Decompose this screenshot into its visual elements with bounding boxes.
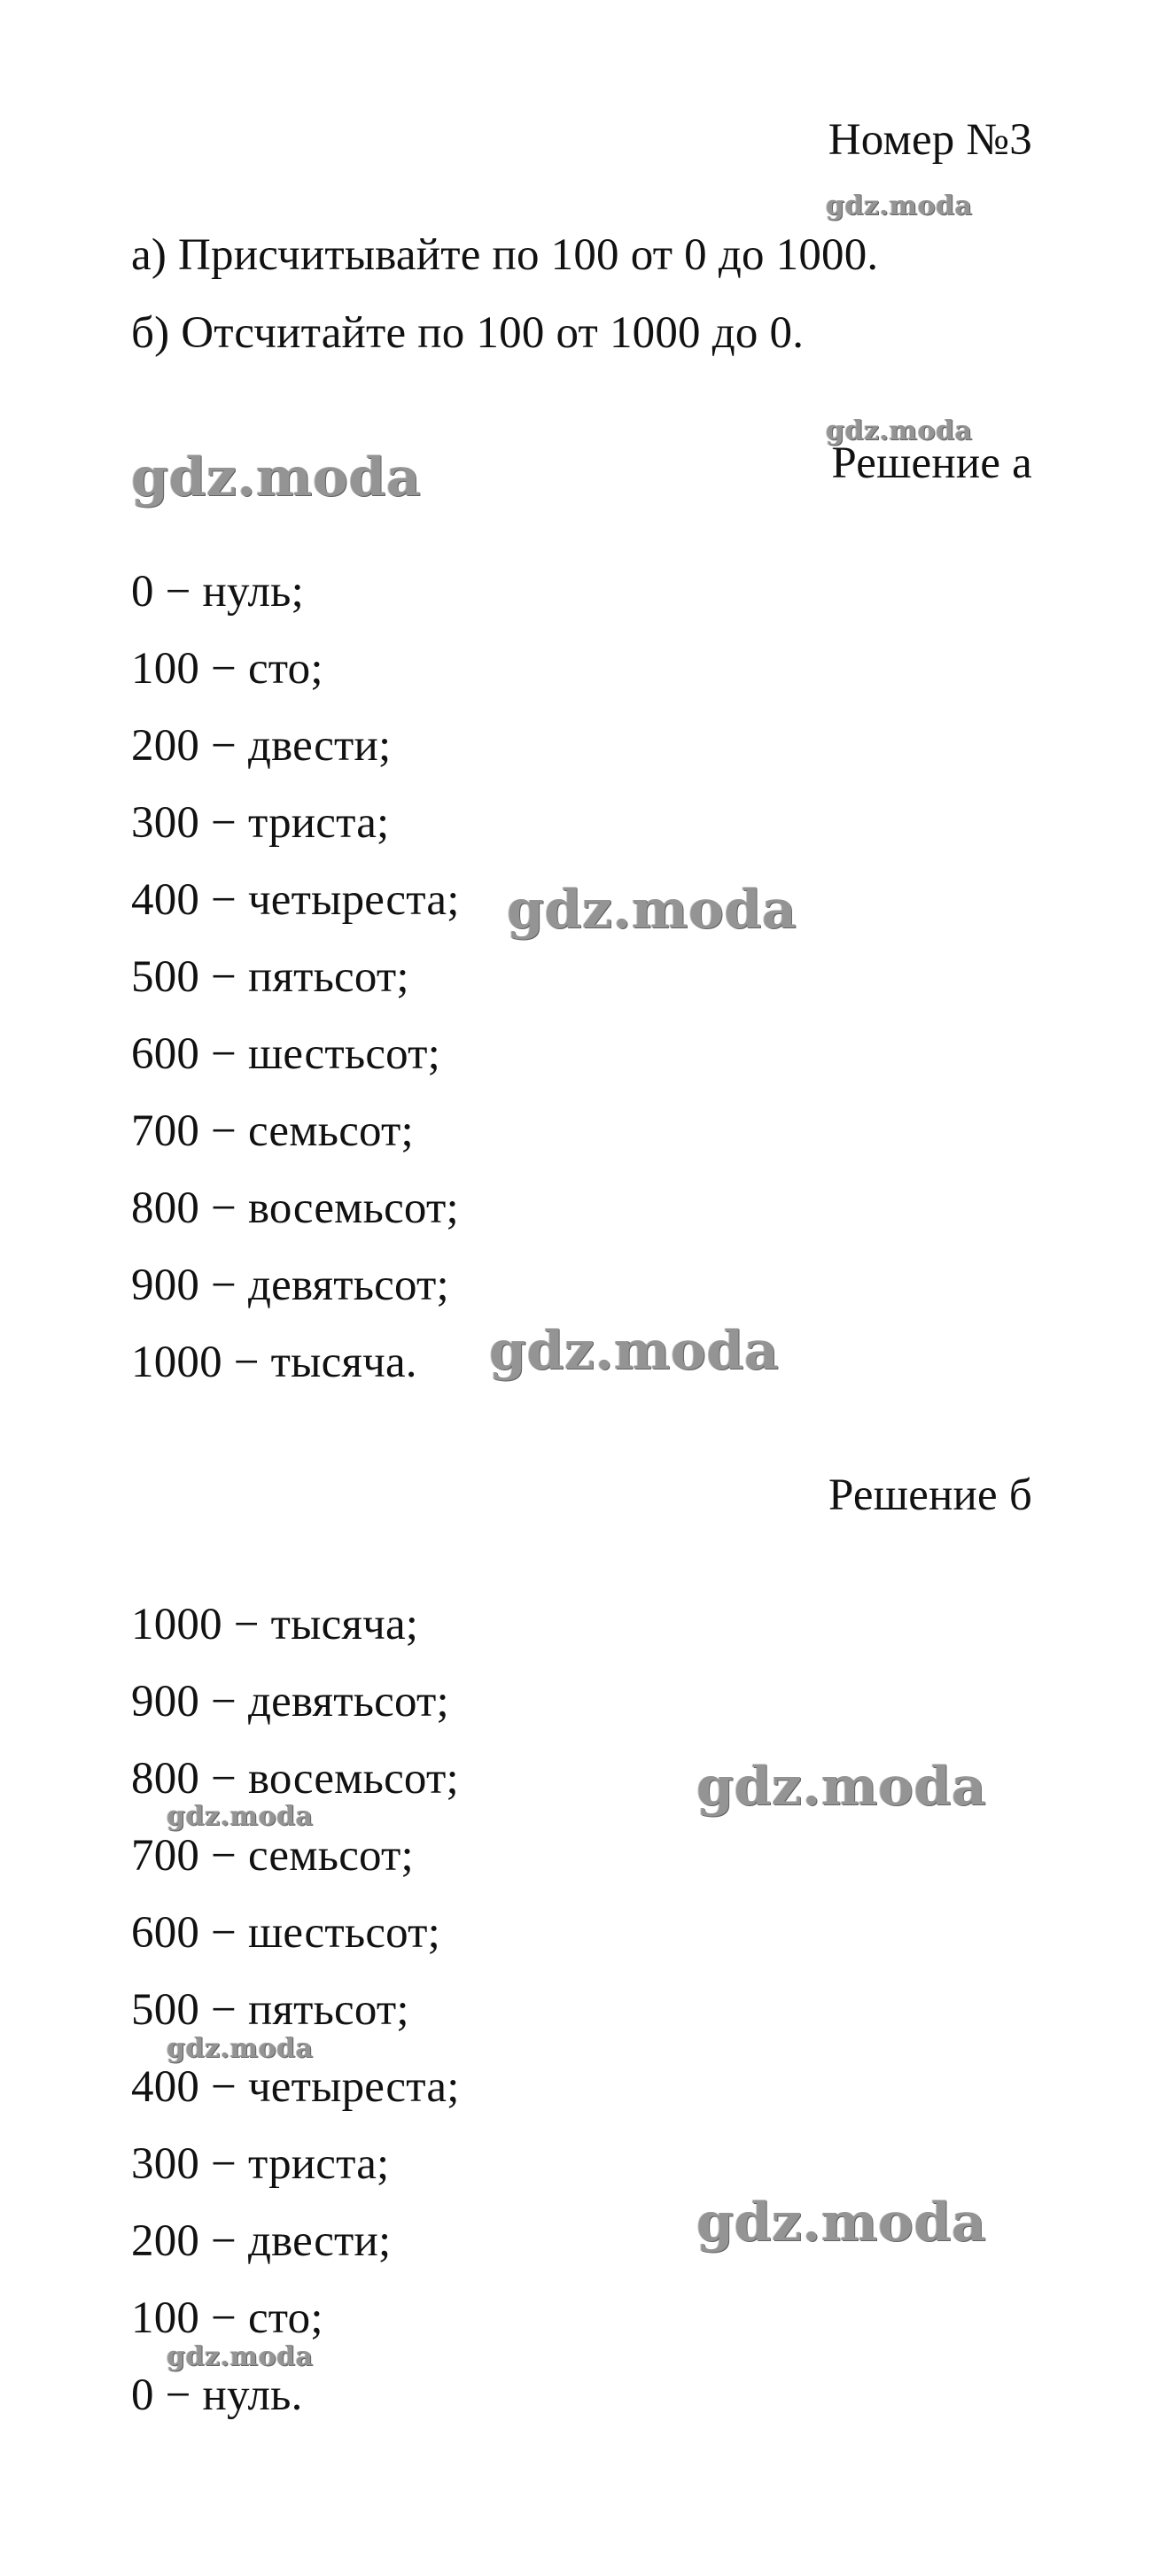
solution-b-line: 700 − семьсот; [131,1831,414,1881]
solution-a-line: 0 − нуль; [131,567,304,617]
solution-b-line: 100 − сто; [131,2293,323,2343]
watermark: gdz.moda [131,446,422,508]
solution-b-line: 600 − шестьсот; [131,1908,441,1958]
task-a-text: а) Присчитывайте по 100 от 0 до 1000. [131,230,879,280]
solution-a-line: 1000 − тысяча. [131,1338,417,1387]
watermark: gdz.moda [696,1756,987,1818]
watermark: gdz.moda [167,2033,314,2064]
solution-b-line: 1000 − тысяча; [131,1600,419,1649]
solution-b-line: 900 − девятьсот; [131,1677,449,1726]
watermark: gdz.moda [507,879,797,941]
solution-a-line: 100 − сто; [131,644,323,694]
solution-a-line: 600 − шестьсот; [131,1029,441,1079]
watermark: gdz.moda [167,1801,314,1832]
solution-b-title: Решение б [828,1470,1032,1520]
watermark: gdz.moda [696,2192,987,2254]
solution-a-title: Решение а [831,438,1032,488]
task-b-text: б) Отсчитайте по 100 от 1000 до 0. [131,308,805,358]
solution-a-line: 400 − четыреста; [131,875,460,925]
solution-a-line: 700 − семьсот; [131,1106,414,1156]
solution-a-line: 200 − двести; [131,721,392,771]
solution-b-line: 800 − восемьсот; [131,1754,459,1804]
watermark: gdz.moda [826,415,973,446]
solution-a-line: 500 − пятьсот; [131,952,409,1002]
solution-a-line: 800 − восемьсот; [131,1183,459,1233]
solution-a-line: 900 − девятьсот; [131,1261,449,1310]
watermark: gdz.moda [167,2341,314,2372]
solution-b-line: 200 − двести; [131,2216,392,2266]
solution-b-line: 400 − четыреста; [131,2062,460,2112]
solution-b-line: 500 − пятьсот; [131,1985,409,2035]
exercise-number: Номер №3 [828,115,1032,165]
solution-a-line: 300 − триста; [131,798,390,848]
watermark: gdz.moda [489,1320,780,1382]
watermark: gdz.moda [826,190,973,221]
solution-b-line: 0 − нуль. [131,2370,303,2420]
solution-b-line: 300 − триста; [131,2139,390,2189]
